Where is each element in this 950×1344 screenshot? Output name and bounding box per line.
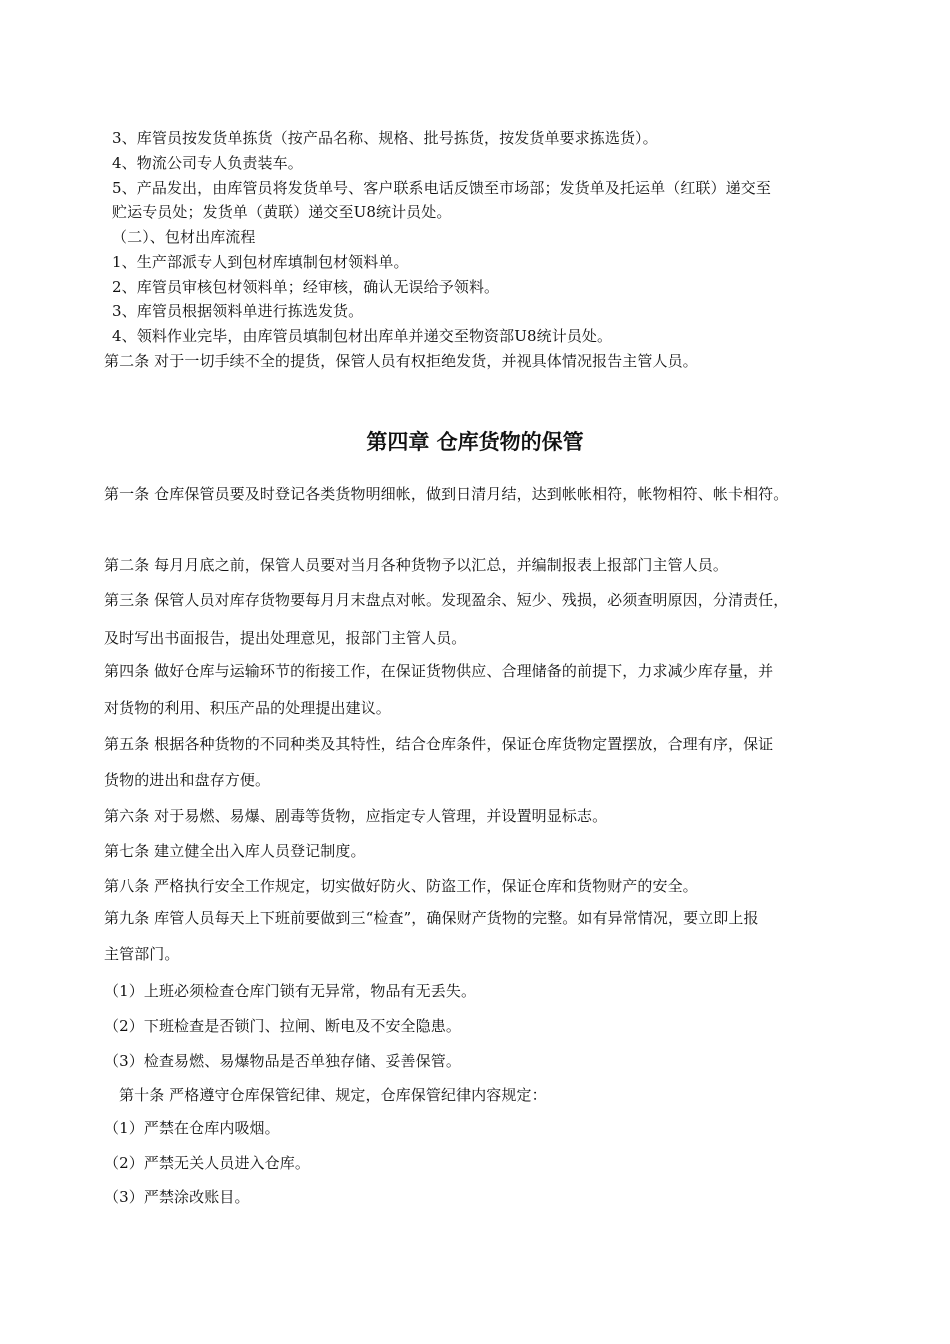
packaging-step-2: 2、库管员审核包材领料单；经审核，确认无误给予领料。 <box>112 278 500 296</box>
article-3-line2: 及时写出书面报告，提出处理意见，报部门主管人员。 <box>104 629 467 647</box>
packaging-step-3: 3、库管员根据领料单进行拣选发货。 <box>112 302 364 320</box>
article-5-line2: 货物的进出和盘存方便。 <box>104 771 271 789</box>
dispatch-step-line1: 5、产品发出，由库管员将发货单号、客户联系电话反馈至市场部；发货单及托运单（红联）递交至 <box>112 179 771 197</box>
article-2-refuse-delivery: 第二条 对于一切手续不全的提货，保管人员有权拒绝发货，并视具体情况报告主管人员。 <box>104 352 698 370</box>
check-item-1: （1）上班必须检查仓库门锁有无异常，物品有无丢失。 <box>104 982 477 1000</box>
check-item-2: （2）下班检查是否锁门、拉闸、断电及不安全隐患。 <box>104 1017 461 1035</box>
article-7-registration: 第七条 建立健全出入库人员登记制度。 <box>104 842 366 860</box>
article-3-line1: 第三条 保管人员对库存货物要每月月末盘点对帐。发现盈余、短少、残损，必须查明原因，分清责任， <box>104 591 789 609</box>
discipline-item-3: （3）严禁涂改账目。 <box>104 1188 250 1206</box>
article-9-line1: 第九条 库管人员每天上下班前要做到三“检查”，确保财产货物的完整。如有异常情况，要立即上报 <box>104 909 759 927</box>
discipline-item-2: （2）严禁无关人员进入仓库。 <box>104 1154 310 1172</box>
packaging-outbound-heading: （二）、包材出库流程 <box>112 228 256 246</box>
article-10-discipline: 第十条 严格遵守仓库保管纪律、规定，仓库保管纪律内容规定： <box>119 1086 547 1104</box>
article-4-line2: 对货物的利用、积压产品的处理提出建议。 <box>104 699 391 717</box>
article-4-line1: 第四条 做好仓库与运输环节的衔接工作，在保证货物供应、合理储备的前提下，力求减少库存量，并 <box>104 662 774 680</box>
article-5-line1: 第五条 根据各种货物的不同种类及其特性，结合仓库条件，保证仓库货物定置摆放，合理有序，保证 <box>104 735 774 753</box>
packaging-step-4: 4、领料作业完毕，由库管员填制包材出库单并递交至物资部U8统计员处。 <box>112 327 613 345</box>
pick-goods-step: 3、库管员按发货单拣货（按产品名称、规格、批号拣货，按发货单要求拣选货）。 <box>112 129 658 147</box>
dispatch-step-line2: 贮运专员处；发货单（黄联）递交至U8统计员处。 <box>112 203 452 221</box>
chapter-title: 第四章 仓库货物的保管 <box>366 430 584 454</box>
article-6-hazardous-goods: 第六条 对于易燃、易爆、剧毒等货物，应指定专人管理，并设置明显标志。 <box>104 807 608 825</box>
article-1-ledger: 第一条 仓库保管员要及时登记各类货物明细帐，做到日清月结，达到帐帐相符，帐物相符、帐卡相符。 <box>104 485 789 503</box>
article-9-line2: 主管部门。 <box>104 945 180 963</box>
discipline-item-1: （1）严禁在仓库内吸烟。 <box>104 1119 280 1137</box>
article-8-safety: 第八条 严格执行安全工作规定，切实做好防火、防盗工作，保证仓库和货物财产的安全。 <box>104 877 698 895</box>
packaging-step-1: 1、生产部派专人到包材库填制包材领料单。 <box>112 253 409 271</box>
article-2-monthly-summary: 第二条 每月月底之前，保管人员要对当月各种货物予以汇总，并编制报表上报部门主管人员。 <box>104 556 728 574</box>
loading-step: 4、物流公司专人负责装车。 <box>112 154 303 172</box>
check-item-3: （3）检查易燃、易爆物品是否单独存储、妥善保管。 <box>104 1052 461 1070</box>
